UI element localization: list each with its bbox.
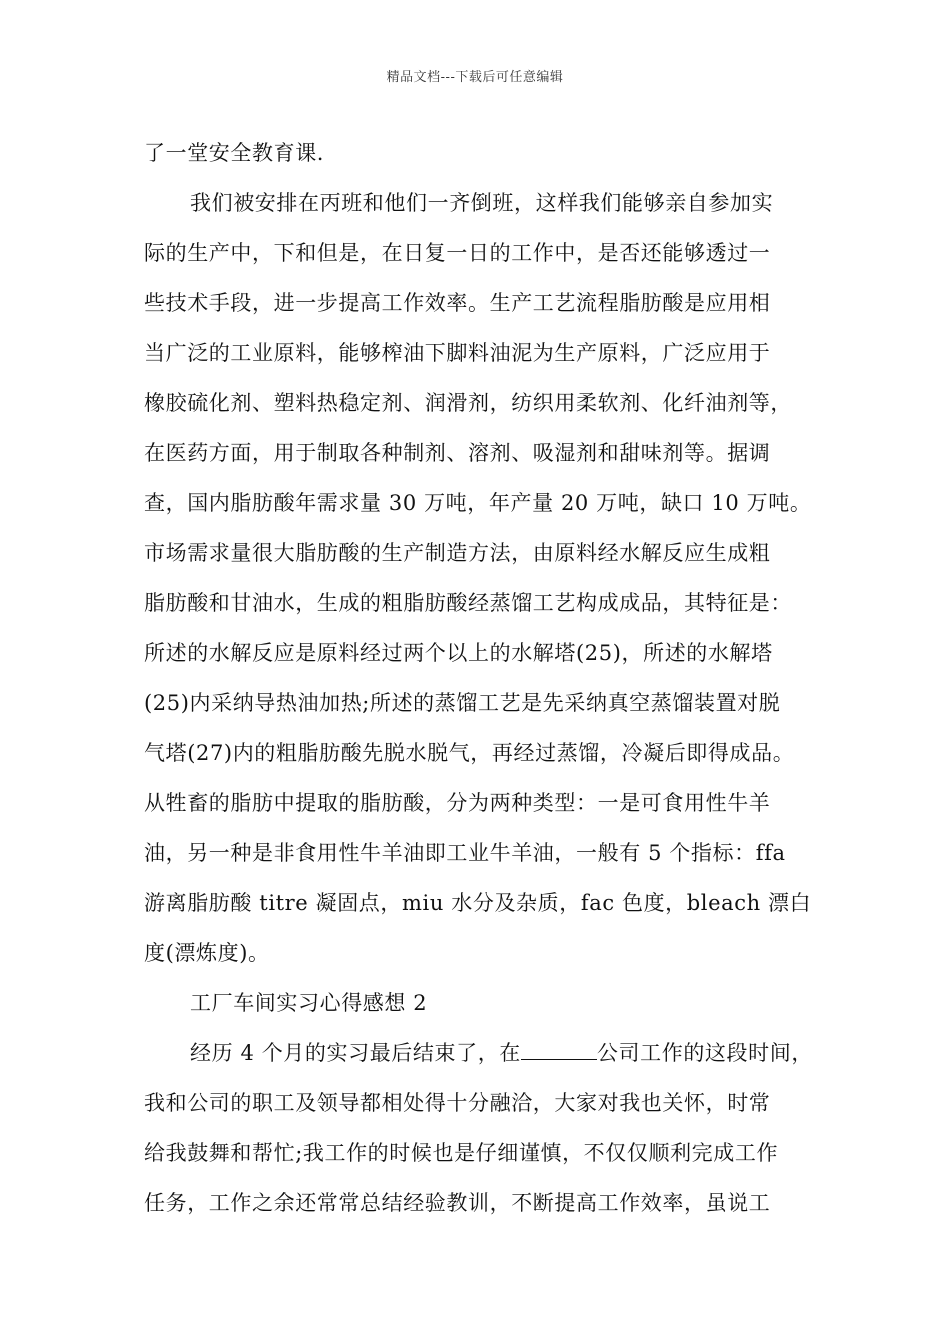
text-line: 给我鼓舞和帮忙;我工作的时候也是仔细谨慎，不仅仅顺利完成工作 — [144, 1141, 779, 1165]
text-line: 在医药方面，用于制取各种制剂、溶剂、吸湿剂和甜味剂等。据调 — [144, 441, 771, 465]
text-line: 脂肪酸和甘油水，生成的粗脂肪酸经蒸馏工艺构成成品，其特征是： — [144, 591, 792, 615]
text-line: 际的生产中，下和但是，在日复一日的工作中，是否还能够透过一 — [144, 241, 771, 265]
text-line: 游离脂肪酸 titre 凝固点，miu 水分及杂质，fac 色度，bleach 漂白 — [144, 891, 812, 915]
text-segment: 经历 4 个月的实习最后结束了，在 — [190, 1041, 521, 1065]
text-line — [144, 1028, 824, 1078]
section-heading: 工厂车间实习心得感想 2 — [190, 991, 428, 1015]
text-line: 了一堂安全教育课. — [144, 141, 325, 165]
document-body — [144, 128, 824, 1228]
text-line: 度(漂炼度)。 — [144, 941, 270, 965]
text-line: 些技术手段，进一步提高工作效率。生产工艺流程脂肪酸是应用相 — [144, 291, 771, 315]
text-line: 市场需求量很大脂肪酸的生产制造方法，由原料经水解反应生成粗 — [144, 541, 771, 565]
text-line: 从牲畜的脂肪中提取的脂肪酸，分为两种类型：一是可食用性牛羊 — [144, 791, 771, 815]
text-line: 当广泛的工业原料，能够榨油下脚料油泥为生产原料，广泛应用于 — [144, 341, 771, 365]
text-line: 所述的水解反应是原料经过两个以上的水解塔(25)，所述的水解塔 — [144, 641, 773, 665]
text-line: 我和公司的职工及领导都相处得十分融洽，大家对我也关怀，时常 — [144, 1091, 771, 1115]
text-line: 查，国内脂肪酸年需求量 30 万吨，年产量 20 万吨，缺口 10 万吨。 — [144, 491, 812, 515]
text-line: 橡胶硫化剂、塑料热稳定剂、润滑剂，纺织用柔软剂、化纤油剂等， — [144, 391, 792, 415]
page-header: 精品文档---下载后可任意编辑 — [386, 70, 564, 85]
text-line: 我们被安排在丙班和他们一齐倒班，这样我们能够亲自参加实 — [190, 191, 774, 215]
text-line: 任务，工作之余还常常总结经验教训，不断提高工作效率，虽说工 — [144, 1191, 771, 1215]
fill-blank — [521, 1040, 597, 1060]
text-line: (25)内采纳导热油加热;所述的蒸馏工艺是先采纳真空蒸馏装置对脱 — [144, 691, 781, 715]
text-line: 油，另一种是非食用性牛羊油即工业牛羊油，一般有 5 个指标：ffa — [144, 841, 786, 865]
text-segment: 公司工作的这段时间， — [596, 1041, 813, 1065]
text-line: 气塔(27)内的粗脂肪酸先脱水脱气，再经过蒸馏，冷凝后即得成品。 — [144, 741, 795, 765]
